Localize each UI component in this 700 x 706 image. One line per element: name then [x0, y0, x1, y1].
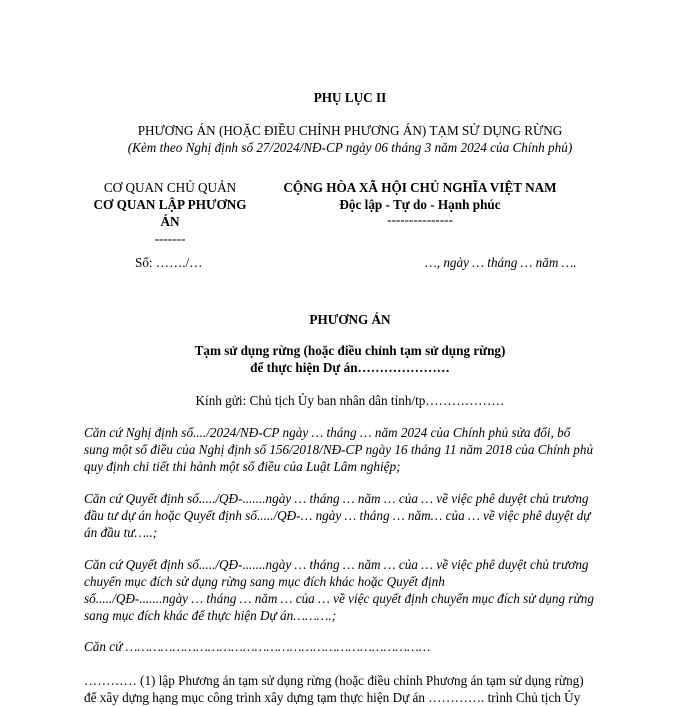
paragraph-line: sang mục đích khác để thực hiện Dự án……….;	[84, 608, 337, 623]
document-subtitle-line2: để thực hiện Dự án…………………	[250, 360, 450, 375]
document-number: Số: ……./…	[135, 255, 203, 270]
paragraph-line: quy định chi tiết thi hành một số điều của Luật Lâm nghiệp;	[84, 459, 401, 474]
document-subtitle-line1: Tạm sử dụng rừng (hoặc điều chỉnh tạm sử dụng rừng)	[194, 343, 506, 358]
legal-basis-paragraph	[84, 556, 614, 624]
paragraph-line: đầu tư dự án hoặc Quyết định số...../QĐ-… ngày … tháng … năm… của … về việc phê duyệt dự	[84, 508, 591, 523]
proposal-paragraph	[84, 672, 614, 706]
legal-basis-paragraph	[84, 424, 614, 475]
issuing-agency-line1: CƠ QUAN LẬP PHƯƠNG	[93, 197, 247, 212]
form-title: PHƯƠNG ÁN (HOẶC ĐIỀU CHỈNH PHƯƠNG ÁN) TẠM SỬ DỤNG RỪNG	[137, 123, 563, 138]
paragraph-line: sung một số điều của Nghị định số 156/2018/NĐ-CP ngày 16 tháng 11 năm 2018 của Chính phủ	[84, 442, 594, 457]
paragraph-line: Căn cứ Nghị định số..../2024/NĐ-CP ngày … tháng … năm 2024 của Chính phủ sửa đổi, bổ	[84, 425, 571, 440]
document-date: …, ngày … tháng … năm ….	[425, 255, 577, 270]
paragraph-line: ………… (1) lập Phương án tạm sử dụng rừng (hoặc điều chỉnh Phương án tạm sử dụng rừng)	[84, 673, 584, 688]
paragraph-line: số...../QĐ-.......ngày … tháng … năm … của … về việc quyết định chuyển mục đích sử dụng rừng	[84, 591, 594, 606]
issuing-agency-line2: ÁN	[160, 214, 180, 229]
paragraph-line: chuyển mục đích sử dụng rừng sang mục đích khác hoặc Quyết định	[84, 574, 445, 589]
paragraph-line: Căn cứ ……………………………………………………………………	[84, 639, 431, 654]
paragraph-line: để xây dựng hạng mục công trình xây dựng tạm thực hiện Dự án …………. trình Chủ tịch Ủy	[84, 690, 581, 705]
legal-basis-paragraph	[84, 490, 614, 541]
parent-agency: CƠ QUAN CHỦ QUẢN	[103, 180, 237, 195]
legal-basis-paragraph	[84, 638, 614, 655]
national-motto: Độc lập - Tự do - Hạnh phúc	[339, 197, 501, 212]
document-title: PHƯƠNG ÁN	[309, 312, 391, 327]
paragraph-line: Căn cứ Quyết định số...../QĐ-.......ngày … tháng … năm … của … về việc phê duyệt chủ trương	[84, 491, 589, 506]
paragraph-line: Căn cứ Quyết định số...../QĐ-.......ngày … tháng … năm … của … về việc phê duyệt chủ trương	[84, 557, 589, 572]
appendix-title: PHỤ LỤC II	[313, 90, 387, 105]
paragraph-line: án đầu tư…..;	[84, 525, 158, 540]
addressee: Kính gửi: Chủ tịch Ủy ban nhân dân tỉnh/tp………………	[195, 393, 505, 408]
right-divider: ---------------	[387, 212, 453, 227]
form-subtitle: (Kèm theo Nghị định số 27/2024/NĐ-CP ngày 06 tháng 3 năm 2024 của Chính phủ)	[127, 140, 573, 155]
country-name: CỘNG HÒA XÃ HỘI CHỦ NGHĨA VIỆT NAM	[283, 180, 557, 195]
left-divider: -------	[154, 231, 186, 246]
